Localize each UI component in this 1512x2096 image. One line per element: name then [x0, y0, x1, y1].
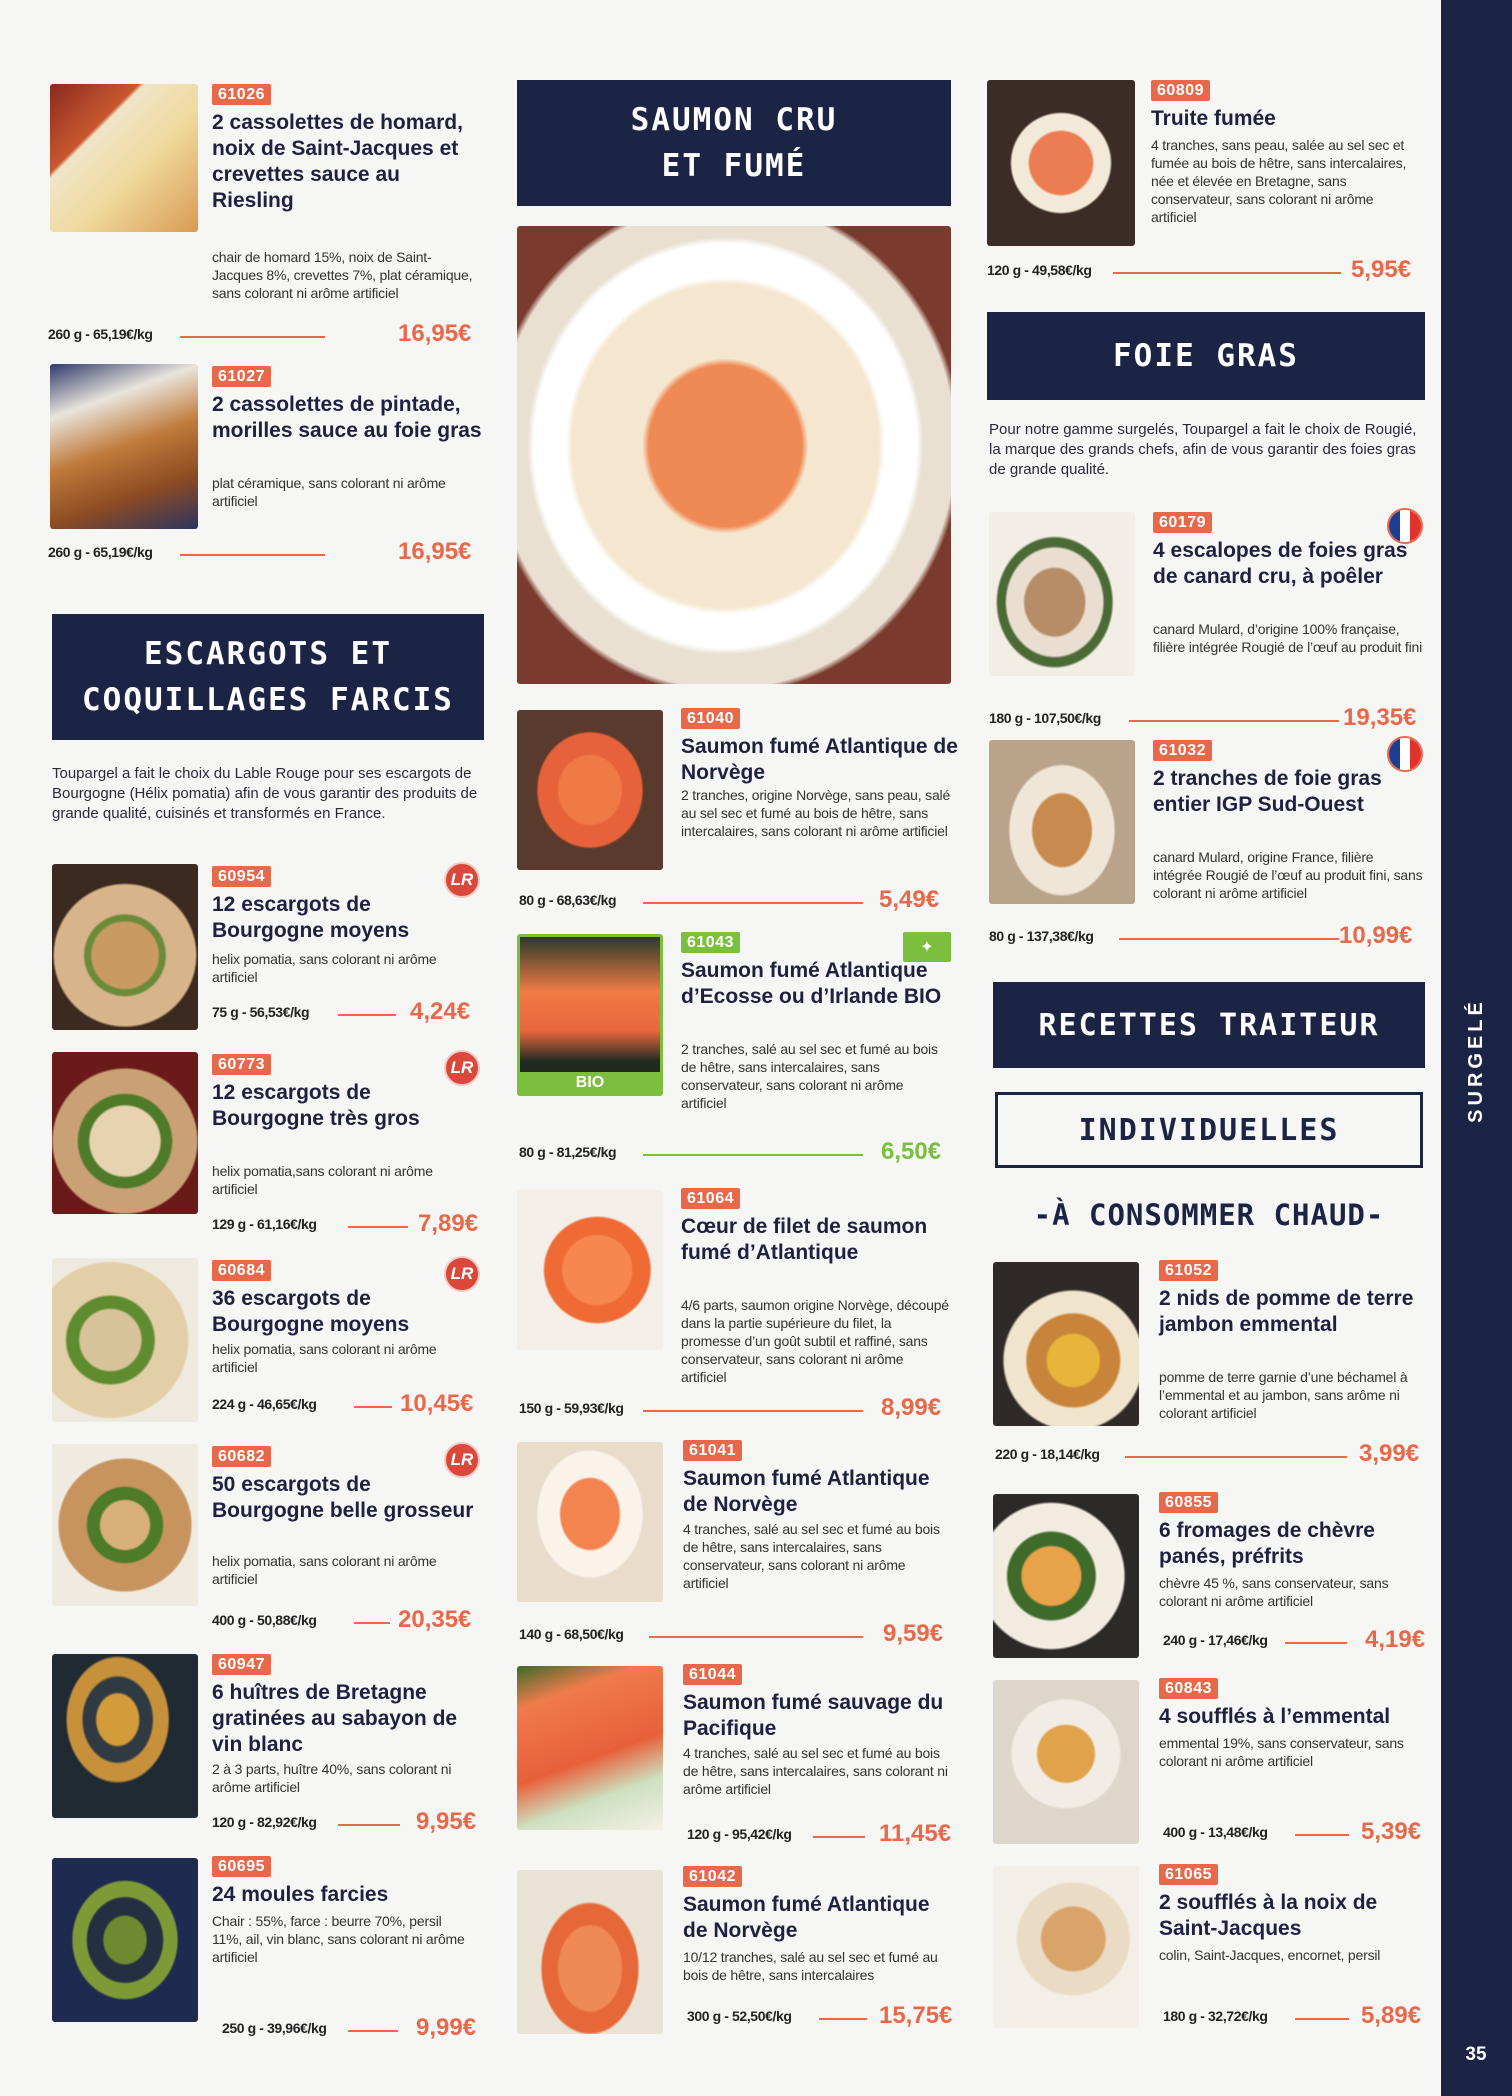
product-description: 4 tranches, salé au sel sec et fumé au bois de hêtre, sans intercalaires, sans conservateur, sans colorant ni arôme artificiel — [683, 1521, 940, 1591]
product-code: 60682 — [212, 1446, 271, 1467]
product-code: 61026 — [212, 84, 271, 105]
product-image — [52, 1258, 198, 1422]
product-code: 60954 — [212, 866, 271, 887]
product-title: 24 moules farcies — [212, 1883, 389, 1906]
product-code: 61027 — [212, 366, 271, 387]
product-image — [52, 864, 198, 1030]
product-card[interactable] — [985, 736, 1430, 956]
product-title: Truite fumée — [1151, 107, 1276, 130]
product-image — [517, 1190, 663, 1350]
product-card[interactable] — [985, 1862, 1430, 2042]
label-rouge-badge: LR — [444, 862, 480, 898]
subsection-heading: -À CONSOMMER CHAUD- — [1033, 1198, 1385, 1232]
column-right — [985, 0, 1430, 2096]
product-price: 9,99€ — [416, 2014, 477, 2041]
price-line — [338, 1014, 396, 1016]
product-title: 2 cassolettes de pintade, morilles sauce au foie gras — [212, 393, 482, 442]
product-description: emmental 19%, sans conservateur, sans colorant ni arôme artificiel — [1159, 1735, 1404, 1769]
product-weight: 220 g - 18,14€/kg — [995, 1446, 1100, 1462]
product-description: 4 tranches, salé au sel sec et fumé au bois de hêtre, sans intercalaires, sans colorant ni arôme artificiel — [683, 1745, 948, 1797]
product-card[interactable] — [48, 362, 488, 565]
product-card[interactable] — [513, 930, 959, 1166]
product-code: 61065 — [1159, 1864, 1218, 1885]
product-price: 20,35€ — [398, 1606, 472, 1633]
product-price: 9,59€ — [883, 1620, 944, 1647]
product-code: 60843 — [1159, 1678, 1218, 1699]
product-description: 10/12 tranches, salé au sel sec et fumé au bois de hêtre, sans intercalaires — [683, 1949, 938, 1983]
product-image — [517, 1870, 663, 2034]
product-description: 2 tranches, salé au sel sec et fumé au bois de hêtre, sans intercalaires, sans conservateur, sans colorant ni arôme artificiel — [681, 1041, 938, 1111]
product-weight: 80 g - 81,25€/kg — [519, 1144, 617, 1160]
product-weight: 80 g - 137,38€/kg — [989, 928, 1094, 944]
product-card[interactable] — [48, 1050, 488, 1250]
product-title: Saumon fumé sauvage du Pacifique — [683, 1691, 944, 1740]
product-card[interactable] — [48, 1442, 488, 1633]
product-description: helix pomatia, sans colorant ni arôme artificiel — [212, 1553, 437, 1587]
bio-label: BIO — [520, 1072, 660, 1094]
price-line — [1119, 938, 1339, 940]
hero-salmon-image — [517, 226, 951, 684]
product-image — [989, 512, 1135, 676]
product-weight: 180 g - 107,50€/kg — [989, 710, 1101, 726]
product-title: 2 nids de pomme de terre jambon emmental — [1159, 1287, 1414, 1336]
product-title: Saumon fumé Atlantique de Norvège — [683, 1893, 930, 1942]
section-banner-foie-gras: FOIE GRAS — [987, 312, 1425, 400]
product-weight: 260 g - 65,19€/kg — [48, 544, 153, 560]
product-image — [993, 1494, 1139, 1658]
product-weight: 75 g - 56,53€/kg — [212, 1004, 310, 1020]
product-description: helix pomatia,sans colorant ni arôme artificiel — [212, 1163, 433, 1197]
price-line — [813, 1836, 865, 1838]
product-title: 2 cassolettes de homard, noix de Saint-Jacques et crevettes sauce au Riesling — [212, 111, 463, 212]
organic-eu-icon: ✦ — [903, 932, 951, 962]
product-image — [989, 740, 1135, 904]
product-image — [517, 710, 663, 870]
product-weight: 400 g - 13,48€/kg — [1163, 1824, 1268, 1840]
product-price: 6,50€ — [881, 1138, 942, 1165]
price-line — [643, 1410, 863, 1412]
product-card[interactable] — [513, 1866, 959, 2046]
product-image — [987, 80, 1135, 246]
product-weight: 80 g - 68,63€/kg — [519, 892, 617, 908]
price-line — [348, 1226, 408, 1228]
product-price: 9,95€ — [416, 1808, 477, 1835]
sidebar-label: SURGELÉ — [1465, 997, 1487, 1123]
product-price: 10,99€ — [1339, 922, 1413, 949]
price-line — [180, 336, 325, 338]
price-line — [1295, 1834, 1349, 1836]
product-image — [52, 1444, 198, 1606]
product-price: 19,35€ — [1343, 704, 1417, 731]
product-title: 12 escargots de Bourgogne très gros — [212, 1081, 420, 1130]
price-line — [180, 554, 325, 556]
product-weight: 150 g - 59,93€/kg — [519, 1400, 624, 1416]
label-rouge-badge: LR — [444, 1256, 480, 1292]
product-card[interactable] — [513, 1438, 959, 1658]
column-left — [48, 0, 488, 2096]
product-price: 5,39€ — [1361, 1818, 1422, 1845]
product-weight: 120 g - 82,92€/kg — [212, 1814, 317, 1830]
product-price: 16,95€ — [398, 538, 472, 565]
product-card[interactable] — [985, 1676, 1430, 1856]
product-card[interactable] — [985, 78, 1430, 288]
product-image — [517, 1666, 663, 1830]
product-code: 61043 — [681, 932, 740, 953]
product-weight: 250 g - 39,96€/kg — [222, 2020, 327, 2036]
product-card[interactable] — [48, 1652, 488, 1842]
product-title: 2 soufflés à la noix de Saint-Jacques — [1159, 1891, 1378, 1940]
product-price: 5,49€ — [879, 886, 940, 913]
product-price: 5,95€ — [1351, 256, 1412, 283]
product-description: helix pomatia, sans colorant ni arôme artificiel — [212, 951, 437, 985]
product-price: 10,45€ — [400, 1390, 474, 1417]
product-weight: 300 g - 52,50€/kg — [687, 2008, 792, 2024]
product-title: Saumon fumé Atlantique d’Ecosse ou d’Irlande BIO — [681, 959, 942, 1008]
product-code: 60855 — [1159, 1492, 1218, 1513]
product-code: 61032 — [1153, 740, 1212, 761]
subsection-box-individuelles: INDIVIDUELLES — [995, 1092, 1423, 1168]
product-image — [517, 1442, 663, 1602]
category-sidebar — [1441, 0, 1512, 2096]
product-code: 60695 — [212, 1856, 271, 1877]
page-number: 35 — [1465, 2044, 1487, 2065]
product-code: 60773 — [212, 1054, 271, 1075]
product-card[interactable] — [985, 1258, 1430, 1488]
product-title: 12 escargots de Bourgogne moyens — [212, 893, 410, 942]
product-image — [50, 84, 198, 232]
price-line — [354, 1406, 392, 1408]
product-image — [993, 1680, 1139, 1844]
product-image — [50, 364, 198, 529]
product-description: 2 tranches, origine Norvège, sans peau, salé au sel sec et fumé au bois de hêtre, sans intercalaires, sans colorant ni arôme artificiel — [681, 787, 951, 839]
product-card[interactable] — [985, 508, 1430, 731]
section-intro: Pour notre gamme surgelés, Toupargel a fait le choix de Rougié, la marque des grands chefs, afin de vous garantir des foies gras de grande qualité. — [989, 421, 1417, 478]
product-title: Cœur de filet de saumon fumé d’Atlantique — [681, 1215, 928, 1264]
product-description: helix pomatia, sans colorant ni arôme artificiel — [212, 1341, 437, 1375]
section-banner-recettes: RECETTES TRAITEUR — [993, 982, 1425, 1068]
price-line — [643, 1154, 863, 1156]
product-card[interactable] — [48, 82, 488, 352]
product-price: 4,19€ — [1365, 1626, 1426, 1653]
price-line — [643, 902, 863, 904]
price-line — [1113, 272, 1341, 274]
product-title: 50 escargots de Bourgogne belle grosseur — [212, 1473, 474, 1522]
product-image — [52, 1654, 198, 1818]
product-title: 36 escargots de Bourgogne moyens — [212, 1287, 410, 1336]
product-weight: 180 g - 32,72€/kg — [1163, 2008, 1268, 2024]
product-weight: 140 g - 68,50€/kg — [519, 1626, 624, 1642]
product-price: 3,99€ — [1359, 1440, 1420, 1467]
product-title: 6 huîtres de Bretagne gratinées au sabayon de vin blanc — [212, 1681, 458, 1756]
product-price: 11,45€ — [879, 1820, 952, 1847]
product-card[interactable] — [985, 1490, 1430, 1670]
product-code: 61041 — [683, 1440, 742, 1461]
product-price: 5,89€ — [1361, 2002, 1422, 2029]
product-image — [52, 1052, 198, 1214]
product-description: canard Mulard, d’origine 100% française, filière intégrée Rougié de l’œuf au produit fini — [1153, 621, 1422, 655]
column-middle — [513, 0, 959, 2096]
product-weight: 224 g - 46,65€/kg — [212, 1396, 317, 1412]
product-image — [993, 1262, 1139, 1426]
label-rouge-badge: LR — [444, 1442, 480, 1478]
product-description: pomme de terre garnie d’une béchamel à l’emmental et au jambon, sans arôme ni colorant artificiel — [1159, 1369, 1408, 1421]
product-title: 4 escalopes de foies gras de canard cru, à poêler — [1153, 539, 1408, 588]
product-title: 6 fromages de chèvre panés, préfrits — [1159, 1519, 1375, 1568]
product-code: 60179 — [1153, 512, 1212, 533]
product-price: 15,75€ — [879, 2002, 953, 2029]
product-description: plat céramique, sans colorant ni arôme artificiel — [212, 475, 446, 509]
product-title: 2 tranches de foie gras entier IGP Sud-Ouest — [1153, 767, 1382, 816]
product-description: colin, Saint-Jacques, encornet, persil — [1159, 1947, 1381, 1963]
section-intro: Toupargel a fait le choix du Lable Rouge pour ses escargots de Bourgogne (Hélix pomatia) afin de vous garantir des produits de grande qualité, cuisinés et transformés en France. — [52, 765, 478, 822]
product-card[interactable] — [48, 1856, 488, 2056]
product-description: chair de homard 15%, noix de Saint-Jacques 8%, crevettes 7%, plat céramique, sans colorant ni arôme artificiel — [212, 249, 473, 301]
product-price: 4,24€ — [410, 998, 471, 1025]
product-price: 8,99€ — [881, 1394, 942, 1421]
product-weight: 400 g - 50,88€/kg — [212, 1612, 317, 1628]
product-card[interactable] — [513, 1186, 959, 1426]
product-price: 7,89€ — [418, 1210, 479, 1237]
product-price: 16,95€ — [398, 320, 472, 347]
price-line — [649, 1636, 863, 1638]
product-code: 60684 — [212, 1260, 271, 1281]
product-card[interactable] — [48, 862, 488, 1032]
product-card[interactable] — [48, 1256, 488, 1426]
product-code: 61052 — [1159, 1260, 1218, 1281]
product-card[interactable] — [513, 1662, 959, 1872]
product-image — [993, 1866, 1139, 2028]
product-card[interactable] — [513, 706, 959, 916]
price-line — [338, 1824, 400, 1826]
product-image — [52, 1858, 198, 2022]
product-weight: 120 g - 95,42€/kg — [687, 1826, 792, 1842]
product-description: chèvre 45 %, sans conservateur, sans colorant ni arôme artificiel — [1159, 1575, 1389, 1609]
price-line — [354, 1622, 390, 1624]
product-title: Saumon fumé Atlantique de Norvège — [681, 735, 958, 784]
price-line — [1125, 1456, 1347, 1458]
label-rouge-badge: LR — [444, 1050, 480, 1086]
price-line — [1285, 1642, 1347, 1644]
section-banner-escargots: ESCARGOTS ET COQUILLAGES FARCIS — [52, 614, 484, 740]
price-line — [819, 2018, 867, 2020]
product-title: 4 soufflés à l’emmental — [1159, 1705, 1391, 1728]
product-weight: 260 g - 65,19€/kg — [48, 326, 153, 342]
product-code: 60809 — [1151, 80, 1210, 101]
product-weight: 240 g - 17,46€/kg — [1163, 1632, 1268, 1648]
price-line — [1129, 720, 1339, 722]
product-weight: 129 g - 61,16€/kg — [212, 1216, 317, 1232]
product-description: canard Mulard, origine France, filière intégrée Rougié de l’œuf au produit fini, sans colorant ni arôme artificiel — [1153, 849, 1423, 901]
price-line — [348, 2030, 398, 2032]
product-description: 2 à 3 parts, huître 40%, sans colorant ni arôme artificiel — [212, 1761, 452, 1795]
product-code: 60947 — [212, 1654, 271, 1675]
product-title: Saumon fumé Atlantique de Norvège — [683, 1467, 930, 1516]
product-code: 61044 — [683, 1664, 742, 1685]
price-line — [1295, 2018, 1349, 2020]
product-weight: 120 g - 49,58€/kg — [987, 262, 1092, 278]
product-description: 4 tranches, sans peau, salée au sel sec et fumée au bois de hêtre, sans intercalaires, née et élevée en Bretagne, sans conservateur, sans colorant ni arôme artificiel — [1151, 137, 1407, 225]
product-code: 61042 — [683, 1866, 742, 1887]
product-description: 4/6 parts, saumon origine Norvège, découpé dans la partie supérieure du filet, la promesse d’un goût subtil et raffiné, sans conservateur, sans colorant ni arôme artificiel — [681, 1297, 949, 1385]
product-code: 61064 — [681, 1188, 740, 1209]
section-banner-saumon: SAUMON CRU ET FUMÉ — [517, 80, 951, 206]
product-description: Chair : 55%, farce : beurre 70%, persil 11%, ail, vin blanc, sans colorant ni arôme artificiel — [212, 1913, 465, 1965]
product-code: 61040 — [681, 708, 740, 729]
